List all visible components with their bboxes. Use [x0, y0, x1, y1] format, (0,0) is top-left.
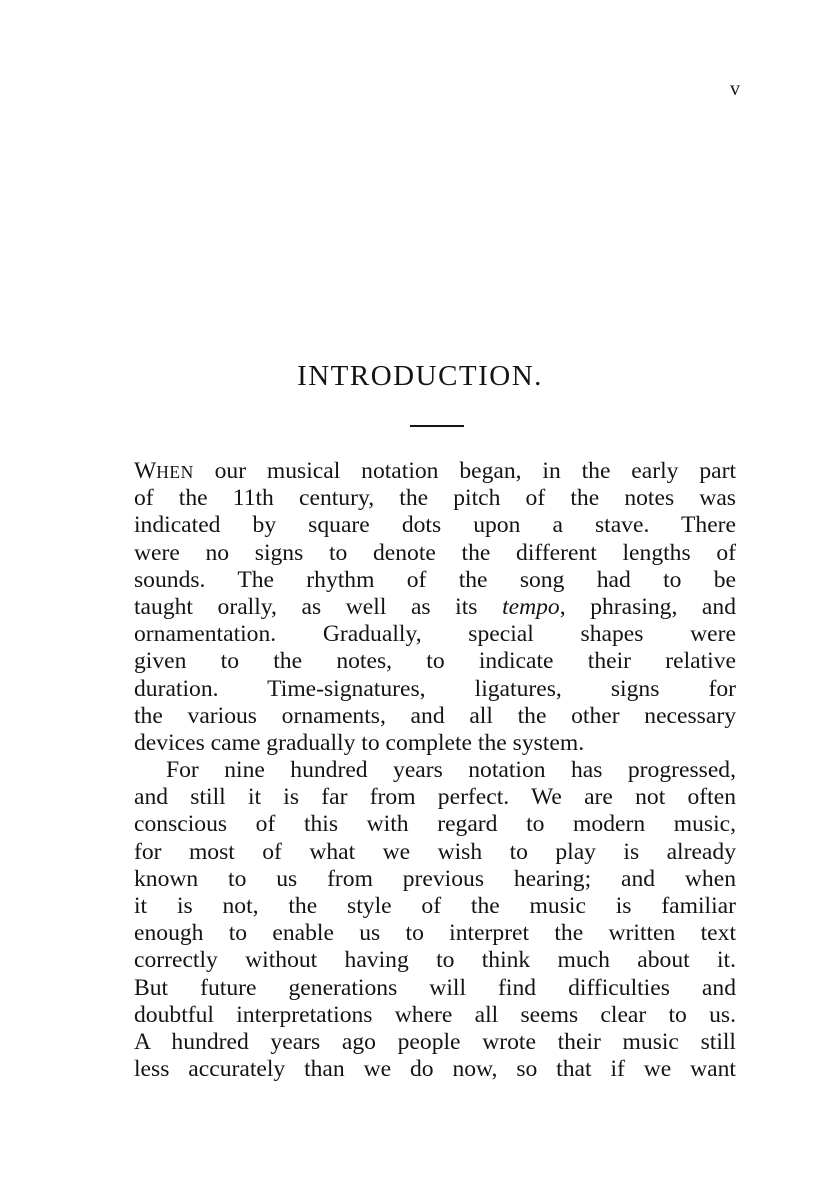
page-title: INTRODUCTION. — [297, 360, 543, 392]
paragraph-2-line-11: A hundred years ago people wrote their music still — [134, 1028, 736, 1055]
paragraph-2-line-3: conscious of this with regard to modern music, — [134, 811, 736, 838]
paragraph-2-line-9: But future generations will find difficulties and — [134, 974, 736, 1001]
paragraph-1-line-5: sounds. The rhythm of the song had to be — [134, 566, 736, 593]
paragraph-1-line-8: given to the notes, to indicate their relative — [134, 648, 736, 675]
paragraph-2-line-5: known to us from previous hearing; and when — [134, 865, 736, 892]
paragraph-2-line-7: enough to enable us to interpret the written text — [134, 920, 736, 947]
paragraph-2-line-2: and still it is far from perfect. We are not often — [134, 784, 736, 811]
body-text — [134, 458, 736, 1083]
paragraph-1-line-11: devices came gradually to complete the system. — [134, 729, 585, 756]
paragraph-2-line-4: for most of what we wish to play is already — [134, 838, 736, 865]
page-number: v — [730, 78, 740, 100]
paragraph-1-line-7: ornamentation. Gradually, special shapes were — [134, 621, 736, 648]
paragraph-1-line-1: WHEN our musical notation began, in the early part — [134, 458, 736, 484]
small-caps-rest: HEN — [156, 462, 194, 482]
italic-word: tempo — [502, 593, 560, 620]
title-divider — [410, 425, 464, 427]
paragraph-1-line-2: of the 11th century, the pitch of the notes was — [134, 485, 736, 512]
paragraph-2-line-12: less accurately than we do now, so that if we want — [134, 1056, 736, 1083]
paragraph-2-line-6: it is not, the style of the music is familiar — [134, 893, 736, 919]
paragraph-1-line-9: duration. Time-signatures, ligatures, signs for — [134, 675, 736, 702]
paragraph-1-line-4: were no signs to denote the different lengths of — [134, 539, 736, 566]
paragraph-2-line-8: correctly without having to think much about it. — [134, 947, 736, 974]
paragraph-2-line-10: doubtful interpretations where all seems clear to us. — [134, 1001, 736, 1028]
paragraph-1-line-10: the various ornaments, and all the other necessary — [134, 702, 736, 729]
paragraph-1-line-3: indicated by square dots upon a stave. There — [134, 512, 736, 539]
small-caps-initial: W — [134, 458, 157, 484]
paragraph-2-line-1: For nine hundred years notation has progressed, — [166, 757, 736, 784]
paragraph-1-line-6: taught orally, as well as its tempo, phrasing, and — [134, 593, 737, 620]
